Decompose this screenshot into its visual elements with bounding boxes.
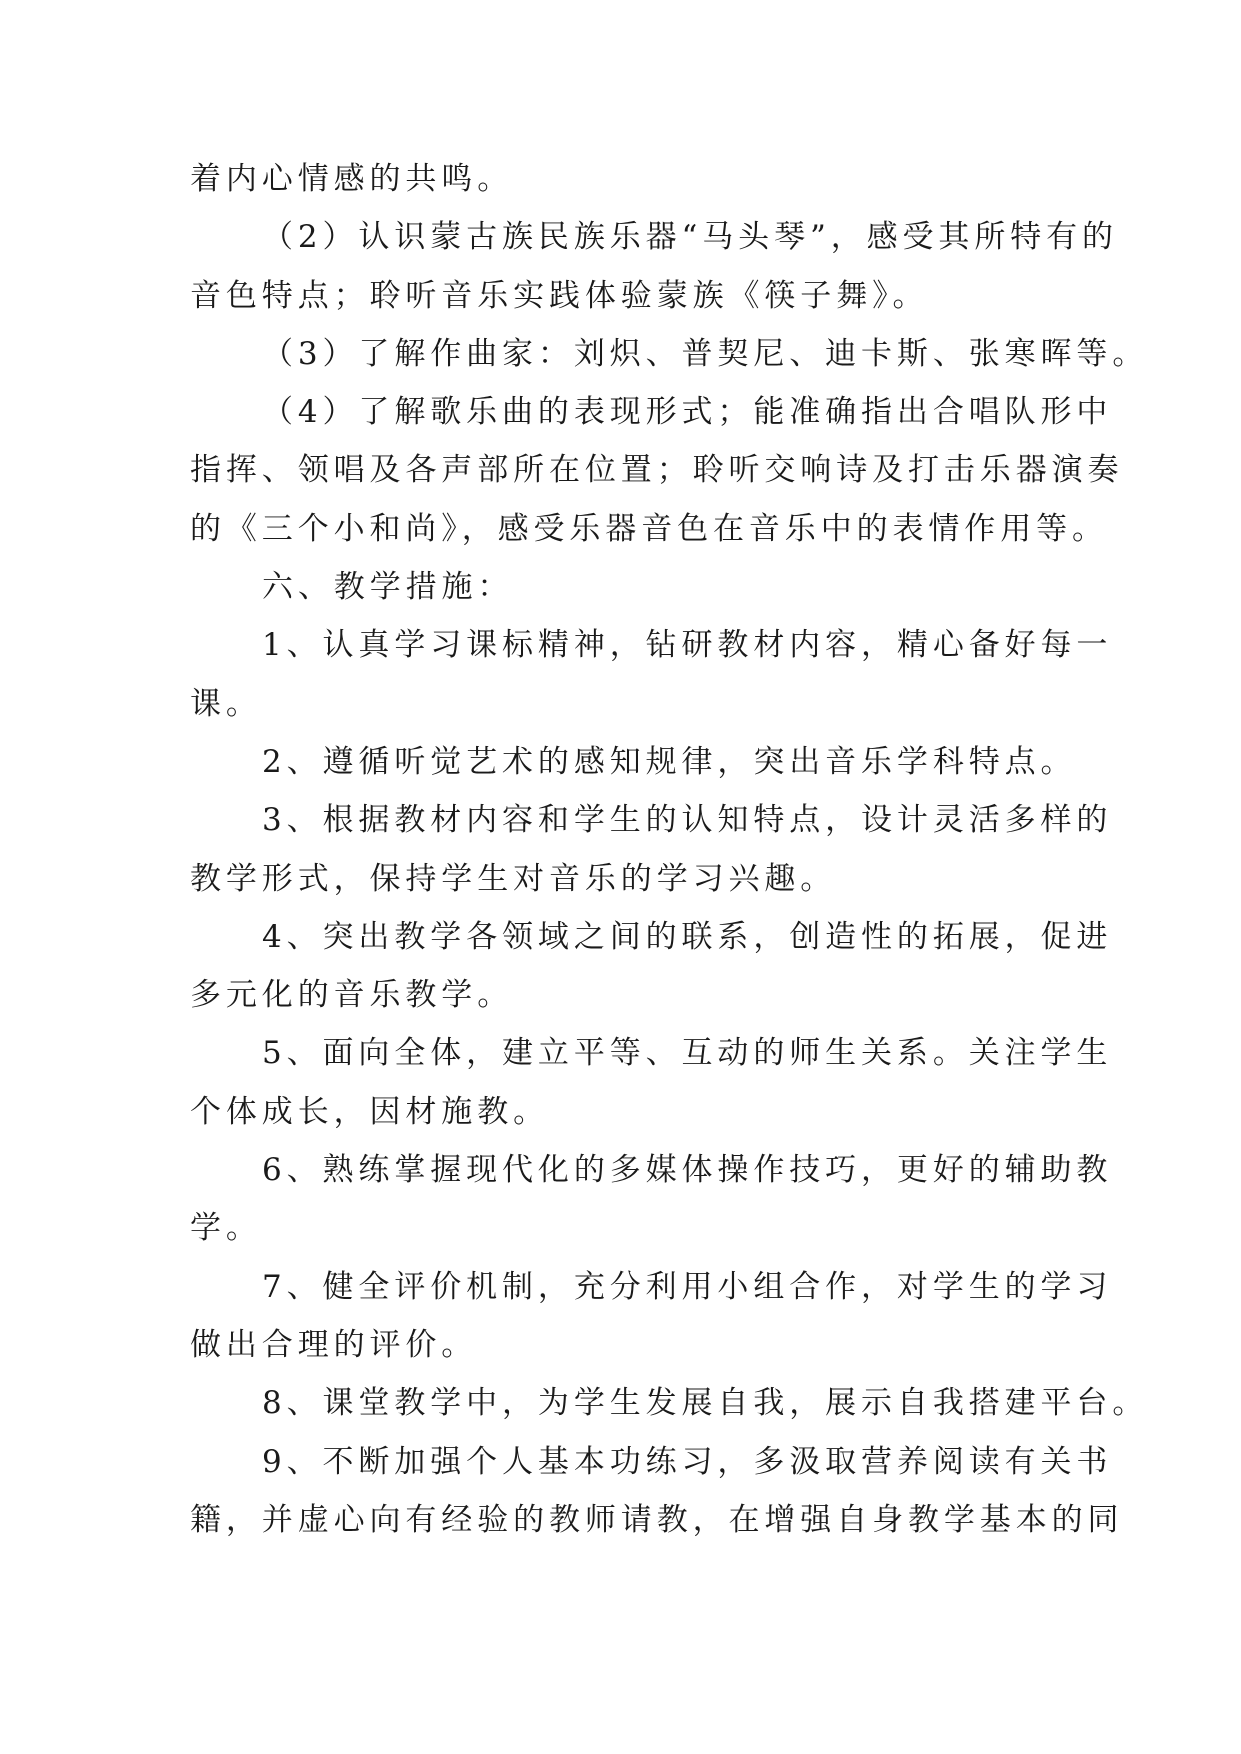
text-line: 着内心情感的共鸣。 [190, 161, 514, 197]
text-line: 9、不断加强个人基本功练习，多汲取营养阅读有关书 [262, 1443, 1113, 1480]
text-line: 课。 [190, 685, 262, 722]
text-line: 6、熟练掌握现代化的多媒体操作技巧，更好的辅助教 [262, 1152, 1113, 1189]
text-line: 3、根据教材内容和学生的认知特点，设计灵活多样的 [262, 802, 1113, 839]
text-line: 音色特点；聆听音乐实践体验蒙族《筷子舞》。 [190, 277, 929, 314]
text-line: 指挥、领唱及各声部所在位置；聆听交响诗及打击乐器演奏 [190, 452, 1124, 489]
text-line: （3）了解作曲家：刘炽、普契尼、迪卡斯、张寒晖等。 [262, 335, 1149, 372]
text-line: 多元化的音乐教学。 [190, 977, 514, 1014]
body-text [190, 150, 1149, 1549]
text-line: 5、面向全体，建立平等、互动的师生关系。关注学生 [262, 1035, 1113, 1072]
text-line: 4、突出教学各领域之间的联系，创造性的拓展，促进 [262, 918, 1113, 955]
text-line: 2、遵循听觉艺术的感知规律，突出音乐学科特点。 [262, 743, 1077, 780]
text-line: （4）了解歌乐曲的表现形式；能准确指出合唱队形中 [262, 394, 1113, 431]
text-line: 教学形式，保持学生对音乐的学习兴趣。 [190, 860, 837, 897]
text-line: 做出合理的评价。 [190, 1326, 478, 1363]
text-line: 1、认真学习课标精神，钻研教材内容，精心备好每一 [262, 627, 1113, 664]
text-line: 7、健全评价机制，充分利用小组合作，对学生的学习 [262, 1268, 1113, 1305]
text-line: 籍，并虚心向有经验的教师请教，在增强自身教学基本的同 [190, 1501, 1124, 1538]
text-line: 8、课堂教学中，为学生发展自我，展示自我搭建平台。 [262, 1385, 1149, 1422]
text-line: 个体成长，因材施教。 [190, 1093, 549, 1130]
text-line: 学。 [190, 1210, 262, 1247]
text-line: （2）认识蒙古族民族乐器“马头琴”，感受其所特有的 [262, 219, 1118, 256]
text-line: 的《三个小和尚》，感受乐器音色在音乐中的表情作用等。 [190, 510, 1108, 547]
section-heading: 六、教学措施： [262, 569, 514, 606]
